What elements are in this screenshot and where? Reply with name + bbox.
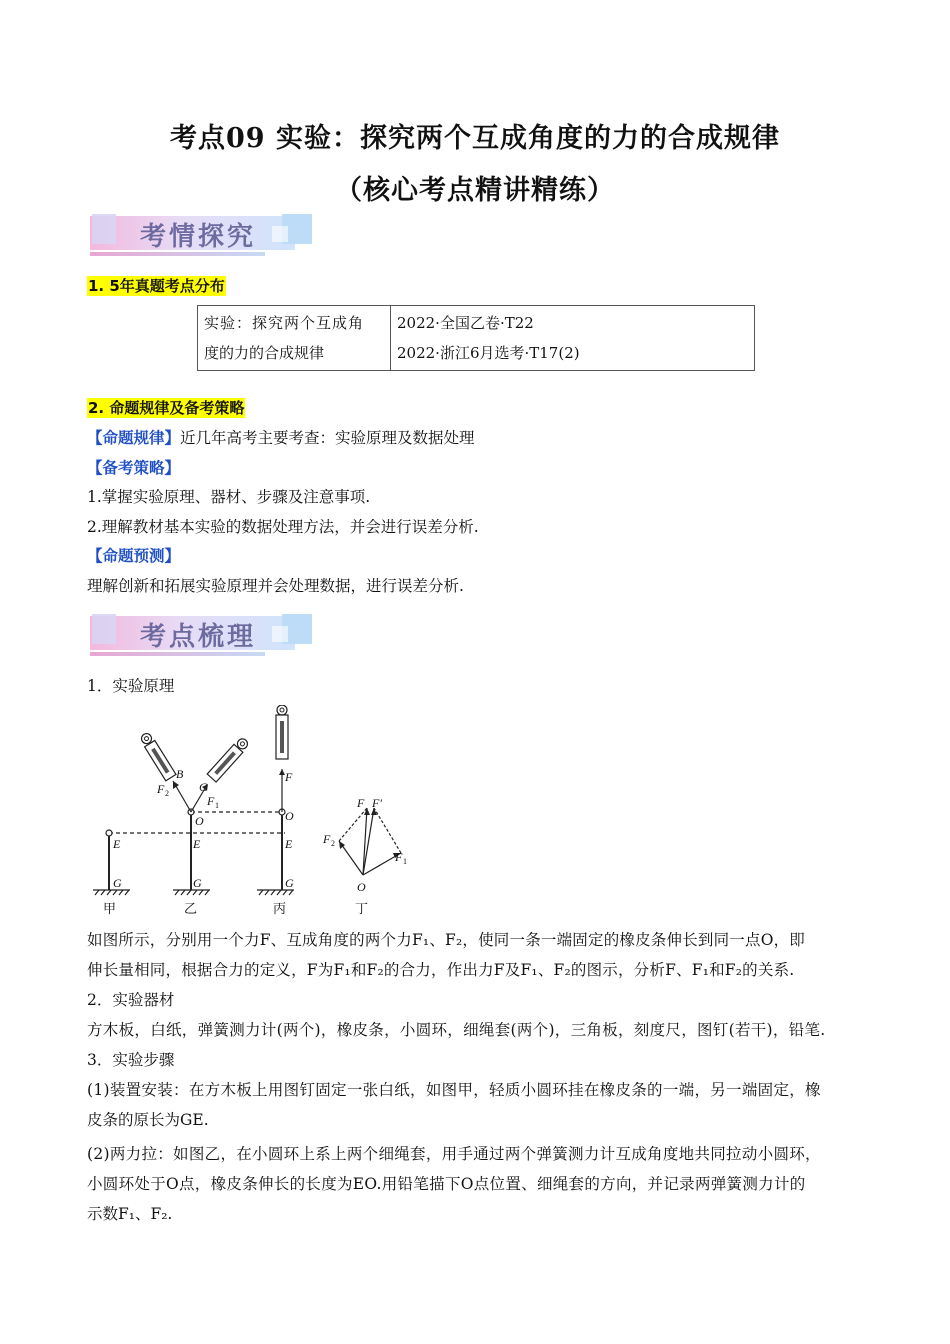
step-text-line: 示数F₁、F₂. (87, 1205, 173, 1223)
ground-hatch-bing (257, 890, 294, 895)
label-F2-yi: F (157, 782, 165, 796)
sub-2: 2 (165, 789, 169, 798)
table-cell-exams (391, 306, 755, 371)
label-E-jia: E (113, 837, 121, 851)
steps-heading: 3．实验步骤 (87, 1051, 175, 1069)
rule-text: 近几年高考主要考查：实验原理及数据处理 (180, 429, 475, 447)
label-O-yi: O (195, 814, 204, 828)
label-O-bing: O (285, 809, 294, 823)
strategy-tag-line (87, 453, 180, 483)
spring-scale-left (139, 731, 176, 781)
sub-2: 2 (331, 839, 335, 848)
spring-scale-right (207, 736, 250, 782)
caption-jia: 甲 (103, 901, 117, 916)
label-C: C (199, 780, 208, 794)
label-G-bing: G (285, 876, 294, 890)
equipment-heading: 2．实验器材 (87, 991, 175, 1009)
label-E-yi: E (193, 837, 201, 851)
caption-ding: 丁 (355, 901, 369, 916)
caption-bing: 丙 (273, 901, 287, 916)
ground-hatch-yi (173, 890, 210, 895)
table-cell-topic (198, 306, 391, 371)
forecast-tag-line (87, 541, 180, 571)
rule-tag: 【命题规律】 (87, 429, 181, 447)
topic-line: 度的力的合成规律 (204, 344, 325, 362)
strategy-item: 1.掌握实验原理、器材、步骤及注意事项. (87, 488, 371, 506)
step-text-line: (2)两力拉：如图乙，在小圆环上系上两个细绳套，用手通过两个弹簧测力计互成角度地共同拉动小圆环， (87, 1145, 821, 1163)
section-heading-distribution (87, 275, 226, 296)
principle-heading: 1．实验原理 (87, 677, 175, 695)
sub-1: 1 (215, 801, 219, 810)
highlighted-heading: 1. 5年真题考点分布 (88, 277, 225, 295)
strategy-item: 2.理解教材基本实验的数据处理方法，并会进行误差分析. (87, 518, 479, 536)
banner-label: 考点梳理 (140, 622, 257, 652)
exam-item: 2022·浙江6月选考·T17(2) (397, 344, 580, 362)
caption-yi: 乙 (184, 901, 198, 916)
section-heading-strategy (87, 397, 245, 418)
highlighted-heading: 2. 命题规律及备考策略 (88, 399, 245, 417)
forecast-tag: 【命题预测】 (87, 547, 181, 565)
section-banner-exam-analysis (90, 214, 312, 256)
principle-text-line: 如图所示，分别用一个力F、互成角度的两个力F₁、F₂，使同一条一端固定的橡皮条伸长到同一点O，即 (87, 931, 806, 949)
section-banner-key-points (90, 614, 312, 656)
page-title: 考点09 实验：探究两个互成角度的力的合成规律 (170, 123, 780, 154)
label-F1-yi: F (207, 794, 215, 808)
label-F1-ding: F (395, 850, 403, 864)
label-G-yi: G (193, 876, 202, 890)
force-parallelogram (339, 808, 401, 875)
forecast-text: 理解创新和拓展实验原理并会处理数据，进行误差分析. (87, 577, 464, 595)
banner-label: 考情探究 (140, 222, 257, 252)
label-F-ding: F (357, 796, 365, 810)
label-F2-ding: F (323, 832, 331, 846)
page-subtitle: （核心考点精讲精练） (335, 175, 615, 206)
label-E-bing: E (285, 837, 293, 851)
label-B: B (176, 767, 184, 781)
experiment-figure (85, 705, 425, 920)
label-Fprime-ding: F′ (372, 796, 382, 810)
exam-distribution-table (197, 305, 755, 371)
spring-scale-single (276, 705, 288, 759)
step-text-line: 皮条的原长为GE. (87, 1111, 209, 1129)
equipment-text: 方木板，白纸，弹簧测力计(两个)，橡皮条，小圆环，细绳套(两个)，三角板，刻度尺，图钉(若干)，铅笔. (87, 1021, 826, 1039)
label-F-bing: F (285, 770, 293, 784)
ground-hatch-jia (93, 890, 130, 895)
exam-item: 2022·全国乙卷·T22 (397, 314, 534, 332)
step-text-line: (1)装置安装：在方木板上用图钉固定一张白纸，如图甲，轻质小圆环挂在橡皮条的一端，另一端固定，橡 (87, 1081, 821, 1099)
label-G-jia: G (113, 876, 122, 890)
sub-1: 1 (403, 857, 407, 866)
step-text-line: 小圆环处于O点，橡皮条伸长的长度为EO.用铅笔描下O点位置、细绳套的方向，并记录两弹簧测力计的 (87, 1175, 806, 1193)
principle-text-line: 伸长量相同，根据合力的定义，F为F₁和F₂的合力，作出力F及F₁、F₂的图示，分析F、F₁和F₂的关系. (87, 961, 795, 979)
rule-paragraph (87, 423, 475, 453)
strategy-tag: 【备考策略】 (87, 459, 181, 477)
label-O-ding: O (357, 880, 366, 894)
topic-line: 实验：探究两个互成角 (204, 314, 365, 332)
